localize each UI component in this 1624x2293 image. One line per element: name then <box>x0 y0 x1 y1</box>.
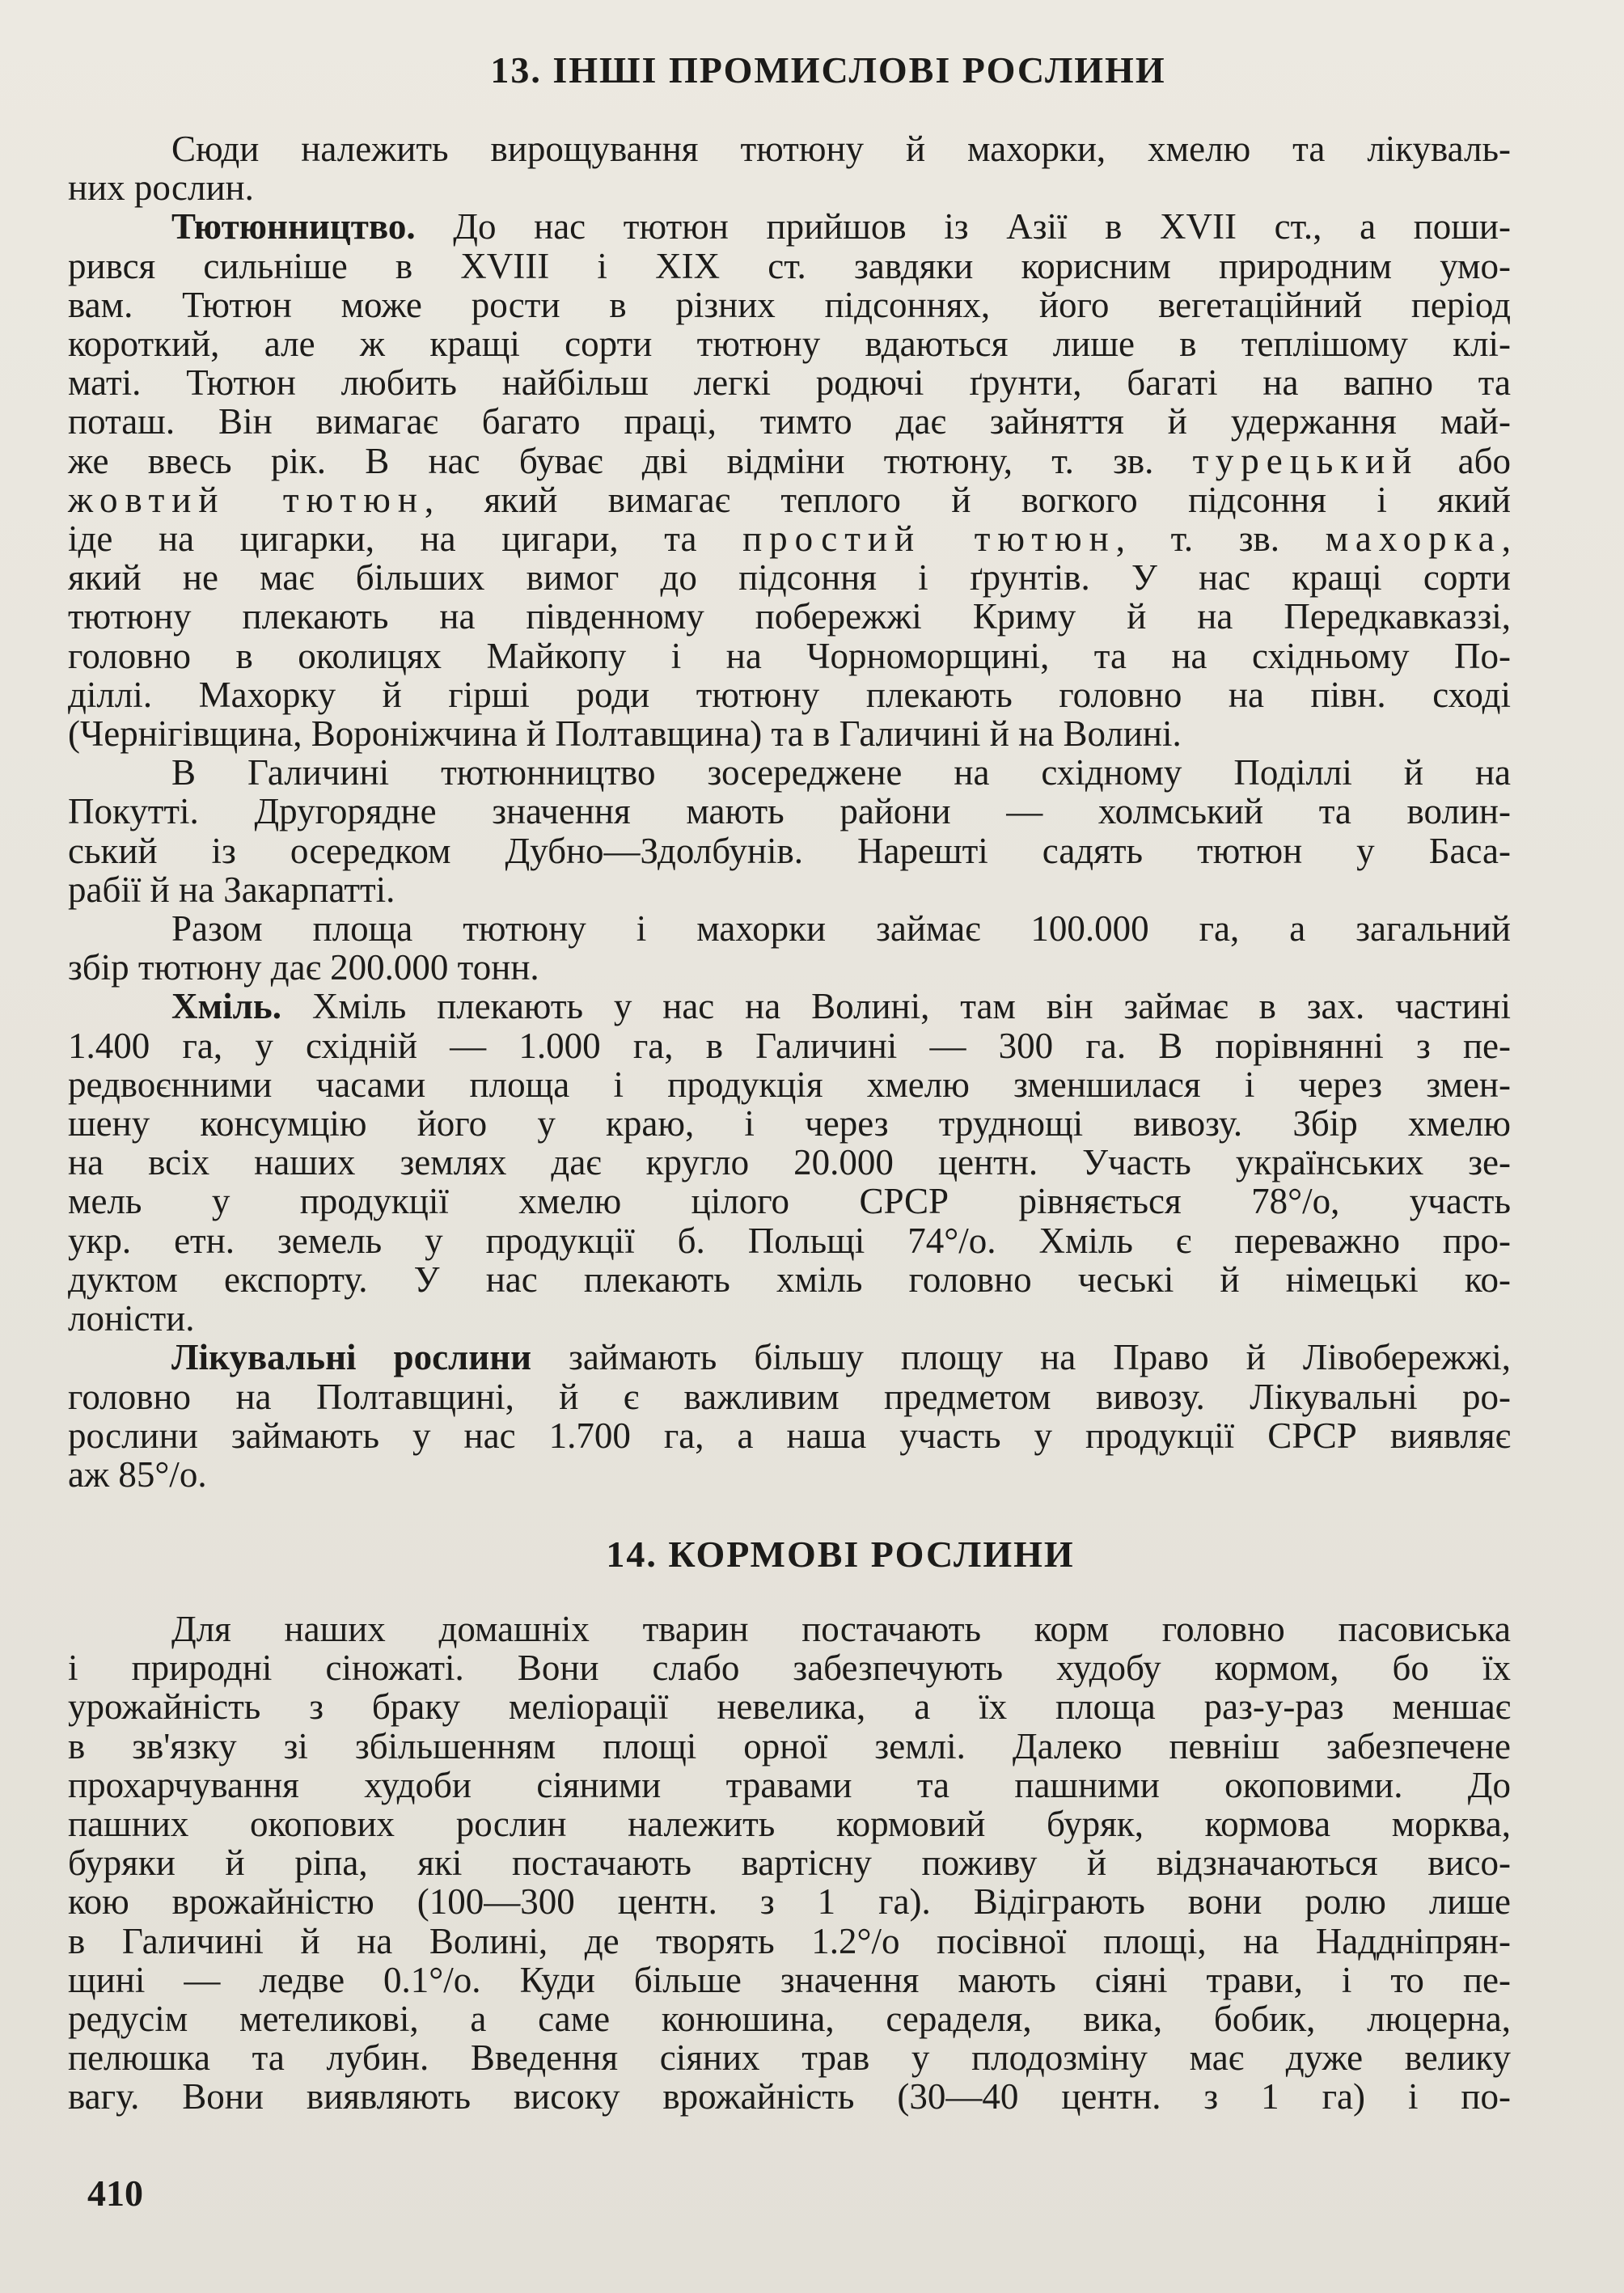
text-line <box>68 714 1511 753</box>
text-run: головно на Полтавщині, й є важливим предметом вивозу. Лікувальні ро- <box>68 1376 1511 1417</box>
text-line <box>68 363 1511 402</box>
text-line <box>68 597 1511 636</box>
text-run: або <box>1419 440 1511 481</box>
text-run: займають більшу площу на Право й Лівобережжі, <box>531 1337 1511 1378</box>
text-run: же ввесь рік. В нас буває дві відміни тютюну, т. зв. <box>68 440 1193 481</box>
section-14-body <box>68 1610 1511 2117</box>
text-run: кою врожайністю (100—300 центн. з 1 га). Відіграють вони ролю лише <box>68 1881 1511 1923</box>
spaced-term: простий тютюн <box>742 518 1116 560</box>
section-14-heading: 14. КОРМОВІ РОСЛИНИ <box>606 1534 1075 1575</box>
paragraph-lead-term: Хміль. <box>171 986 281 1027</box>
text-line <box>68 1455 1511 1494</box>
text-run: Покутті. Другорядне значення мають райони — холмський та волин- <box>68 791 1511 832</box>
text-run: Разом площа тютюну і махорки займає 100.000 га, а загальний <box>171 908 1511 950</box>
text-run: пашних окопових рослин належить кормовий буряк, кормова морква, <box>68 1804 1511 1845</box>
text-run: збір тютюну дає 200.000 тонн. <box>68 947 539 988</box>
text-run: (Чернігівщина, Вороніжчина й Полтавщина) та в Галичині й на Волині. <box>68 713 1182 755</box>
page-number: 410 <box>87 2172 143 2214</box>
text-run: прохарчування худоби сіяними травами та пашними окоповими. До <box>68 1764 1511 1805</box>
text-line <box>68 1843 1511 1882</box>
text-line <box>68 1416 1511 1455</box>
text-run: і природні сіножаті. Вони слабо забезпечують худобу кормом, бо їх <box>68 1648 1511 1689</box>
text-run: дуктом експорту. У нас плекають хміль головно чеські й німецькі ко- <box>68 1259 1511 1300</box>
text-run: на всіх наших землях дає кругло 20.000 центн. Участь українських зе- <box>68 1142 1511 1183</box>
section-13-heading: 13. ІНШІ ПРОМИСЛОВІ РОСЛИНИ <box>490 49 1166 91</box>
text-run: іде на цигарки, на цигари, та <box>68 518 743 560</box>
text-line <box>68 2038 1511 2077</box>
text-line <box>68 1260 1511 1299</box>
text-run: який не має більших вимог до підсоння і ґрунтів. У нас кращі сорти <box>68 557 1511 599</box>
text-line <box>68 402 1511 441</box>
text-line <box>68 753 1511 792</box>
text-line <box>68 1687 1511 1726</box>
text-run: Для наших домашніх тварин постачають корм головно пасовиська <box>171 1609 1511 1649</box>
text-run: діллі. Махорку й гірші роди тютюну плекають головно на півн. сході <box>68 674 1511 715</box>
text-run: в зв'язку зі збільшенням площі орної землі. Далеко певніш забезпечене <box>68 1725 1511 1766</box>
text-run: пелюшка та лубин. Введення сіяних трав у плодозміну має дуже велику <box>68 2037 1511 2079</box>
text-line <box>68 1766 1511 1804</box>
text-line <box>68 1648 1511 1687</box>
text-line <box>68 247 1511 286</box>
text-line <box>68 1922 1511 1961</box>
spaced-term: турецький <box>1192 440 1419 481</box>
text-run: , т. зв. <box>1115 518 1326 560</box>
text-line <box>68 1221 1511 1260</box>
spaced-term: махорка <box>1325 518 1502 560</box>
text-run: щині — ледве 0.1°/о. Куди більше значення мають сіяні трави, і то пе- <box>68 1959 1511 2000</box>
text-run: редусім метеликові, а саме конюшина, сераделя, вика, бобик, люцерна, <box>68 1999 1511 2040</box>
text-line <box>68 1882 1511 1921</box>
spaced-term: жовтий тютюн <box>68 479 425 520</box>
text-run: буряки й ріпа, які постачають вартісну поживу й відзначаються висо- <box>68 1842 1511 1884</box>
text-run: , <box>1501 518 1512 560</box>
paragraph-lead-term: Лікувальні рослини <box>171 1337 532 1378</box>
text-line <box>68 480 1511 519</box>
text-line <box>68 675 1511 714</box>
text-run: рослини займають у нас 1.700 га, а наша участь у продукції СРСР виявляє <box>68 1415 1511 1456</box>
text-run: ський із осередком Дубно—Здолбунів. Нарешті садять тютюн у Баса- <box>68 830 1511 871</box>
text-line <box>68 1143 1511 1182</box>
text-line <box>68 2077 1511 2116</box>
text-line <box>68 987 1511 1026</box>
text-run: рабії й на Закарпатті. <box>68 869 395 910</box>
text-line <box>68 948 1511 987</box>
text-line <box>68 1065 1511 1104</box>
text-run: Сюди належить вирощування тютюну й махорки, хмелю та лікуваль- <box>171 129 1511 169</box>
text-line <box>68 168 1511 207</box>
paragraph-lead-term: Тютюнництво. <box>171 206 416 247</box>
text-run: В Галичині тютюнництво зосереджене на східному Поділлі й на <box>171 752 1511 793</box>
text-line <box>68 870 1511 909</box>
text-line <box>68 1338 1511 1377</box>
text-run: мель у продукції хмелю цілого СРСР рівняється 78°/о, участь <box>68 1181 1511 1222</box>
text-line <box>68 1610 1511 1648</box>
text-run: них рослин. <box>68 167 254 209</box>
text-run: лоністи. <box>68 1298 195 1339</box>
text-run: шену консумцію його у краю, і через труднощі вивозу. Збір хмелю <box>68 1103 1511 1144</box>
text-line <box>68 1182 1511 1221</box>
text-run: головно в околицях Майкопу і на Чорноморщині, та на східньому По- <box>68 635 1511 676</box>
text-line <box>68 129 1511 168</box>
text-line <box>68 831 1511 870</box>
text-run: Хміль плекають у нас на Волині, там він займає в зах. частині <box>281 986 1511 1027</box>
text-line <box>68 558 1511 597</box>
text-run: До нас тютюн прийшов із Азії в XVII ст., а поши- <box>415 206 1511 247</box>
text-line <box>68 1104 1511 1143</box>
text-line <box>68 1299 1511 1338</box>
text-line <box>68 519 1511 558</box>
text-line <box>68 1026 1511 1065</box>
text-run: вагу. Вони виявляють високу врожайність (30—40 центн. з 1 га) і по- <box>68 2076 1511 2117</box>
text-run: , який вимагає теплого й вогкого підсоння і який <box>424 479 1512 520</box>
text-run: урожайність з браку меліорації невелика, а їх площа раз-у-раз меншає <box>68 1686 1511 1728</box>
text-line <box>68 1377 1511 1416</box>
text-line <box>68 207 1511 246</box>
text-run: укр. етн. земель у продукції б. Польщі 74°/о. Хміль є переважно про- <box>68 1220 1511 1261</box>
text-line <box>68 286 1511 324</box>
text-line <box>68 792 1511 831</box>
text-line <box>68 442 1511 480</box>
text-run: аж 85°/о. <box>68 1453 207 1495</box>
section-13-body <box>68 129 1511 1494</box>
text-line <box>68 324 1511 363</box>
text-run: короткий, але ж кращі сорти тютюну вдаються лише в теплішому клі- <box>68 324 1511 365</box>
text-run: поташ. Він вимагає багато праці, тимто дає зайняття й удержання май- <box>68 401 1511 442</box>
text-run: маті. Тютюн любить найбільш легкі родючі ґрунти, багаті на вапно та <box>68 362 1511 404</box>
text-line <box>68 1961 1511 1999</box>
text-line <box>68 1727 1511 1766</box>
text-run: вам. Тютюн може рости в різних підсоннях, його вегетаційний період <box>68 284 1511 325</box>
text-line <box>68 1999 1511 2038</box>
text-run: редвоєнними часами площа і продукція хмелю зменшилася і через змен- <box>68 1064 1511 1105</box>
text-run: рився сильніше в XVIII і XIX ст. завдяки корисним природним умо- <box>68 245 1511 286</box>
text-line <box>68 637 1511 675</box>
text-run: тютюну плекають на південному побережжі Криму й на Передкавказзі, <box>68 596 1511 637</box>
text-run: 1.400 га, у східній — 1.000 га, в Галичині — 300 га. В порівнянні з пе- <box>68 1025 1511 1066</box>
text-line <box>68 1804 1511 1843</box>
text-run: в Галичині й на Волині, де творять 1.2°/о посівної площі, на Наддніпрян- <box>68 1920 1511 1961</box>
text-line <box>68 909 1511 948</box>
